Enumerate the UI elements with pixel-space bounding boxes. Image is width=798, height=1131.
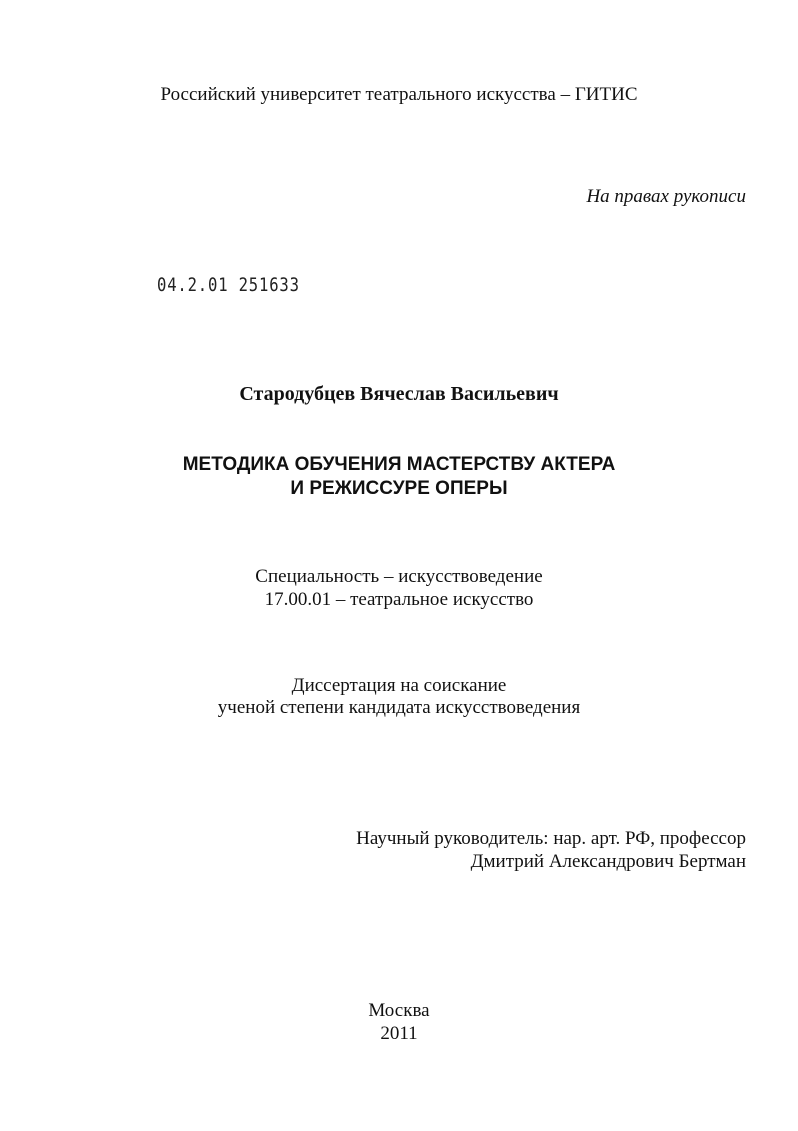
dissertation-title-line-1: МЕТОДИКА ОБУЧЕНИЯ МАСТЕРСТВУ АКТЕРА bbox=[182, 454, 616, 475]
dissertation-purpose-line-1: Диссертация на соискание bbox=[291, 675, 507, 696]
supervisor-line-2: Дмитрий Александрович Бертман bbox=[470, 851, 746, 872]
author-name: Стародубцев Вячеслав Васильевич bbox=[239, 383, 559, 405]
supervisor-line-1: Научный руководитель: нар. арт. РФ, профессор bbox=[356, 828, 746, 849]
year: 2011 bbox=[380, 1023, 418, 1044]
university-name: Российский университет театрального искусства – ГИТИС bbox=[160, 84, 638, 105]
dissertation-title-line-2: И РЕЖИССУРЕ ОПЕРЫ bbox=[290, 478, 508, 499]
specialty-line-1: Специальность – искусствоведение bbox=[255, 566, 543, 587]
city: Москва bbox=[368, 1000, 430, 1021]
manuscript-note: На правах рукописи bbox=[586, 186, 746, 207]
dissertation-purpose-line-2: ученой степени кандидата искусствоведения bbox=[217, 697, 581, 718]
library-stamp: 04.2.01 251633 bbox=[157, 274, 300, 296]
specialty-line-2: 17.00.01 – театральное искусство bbox=[264, 589, 534, 610]
